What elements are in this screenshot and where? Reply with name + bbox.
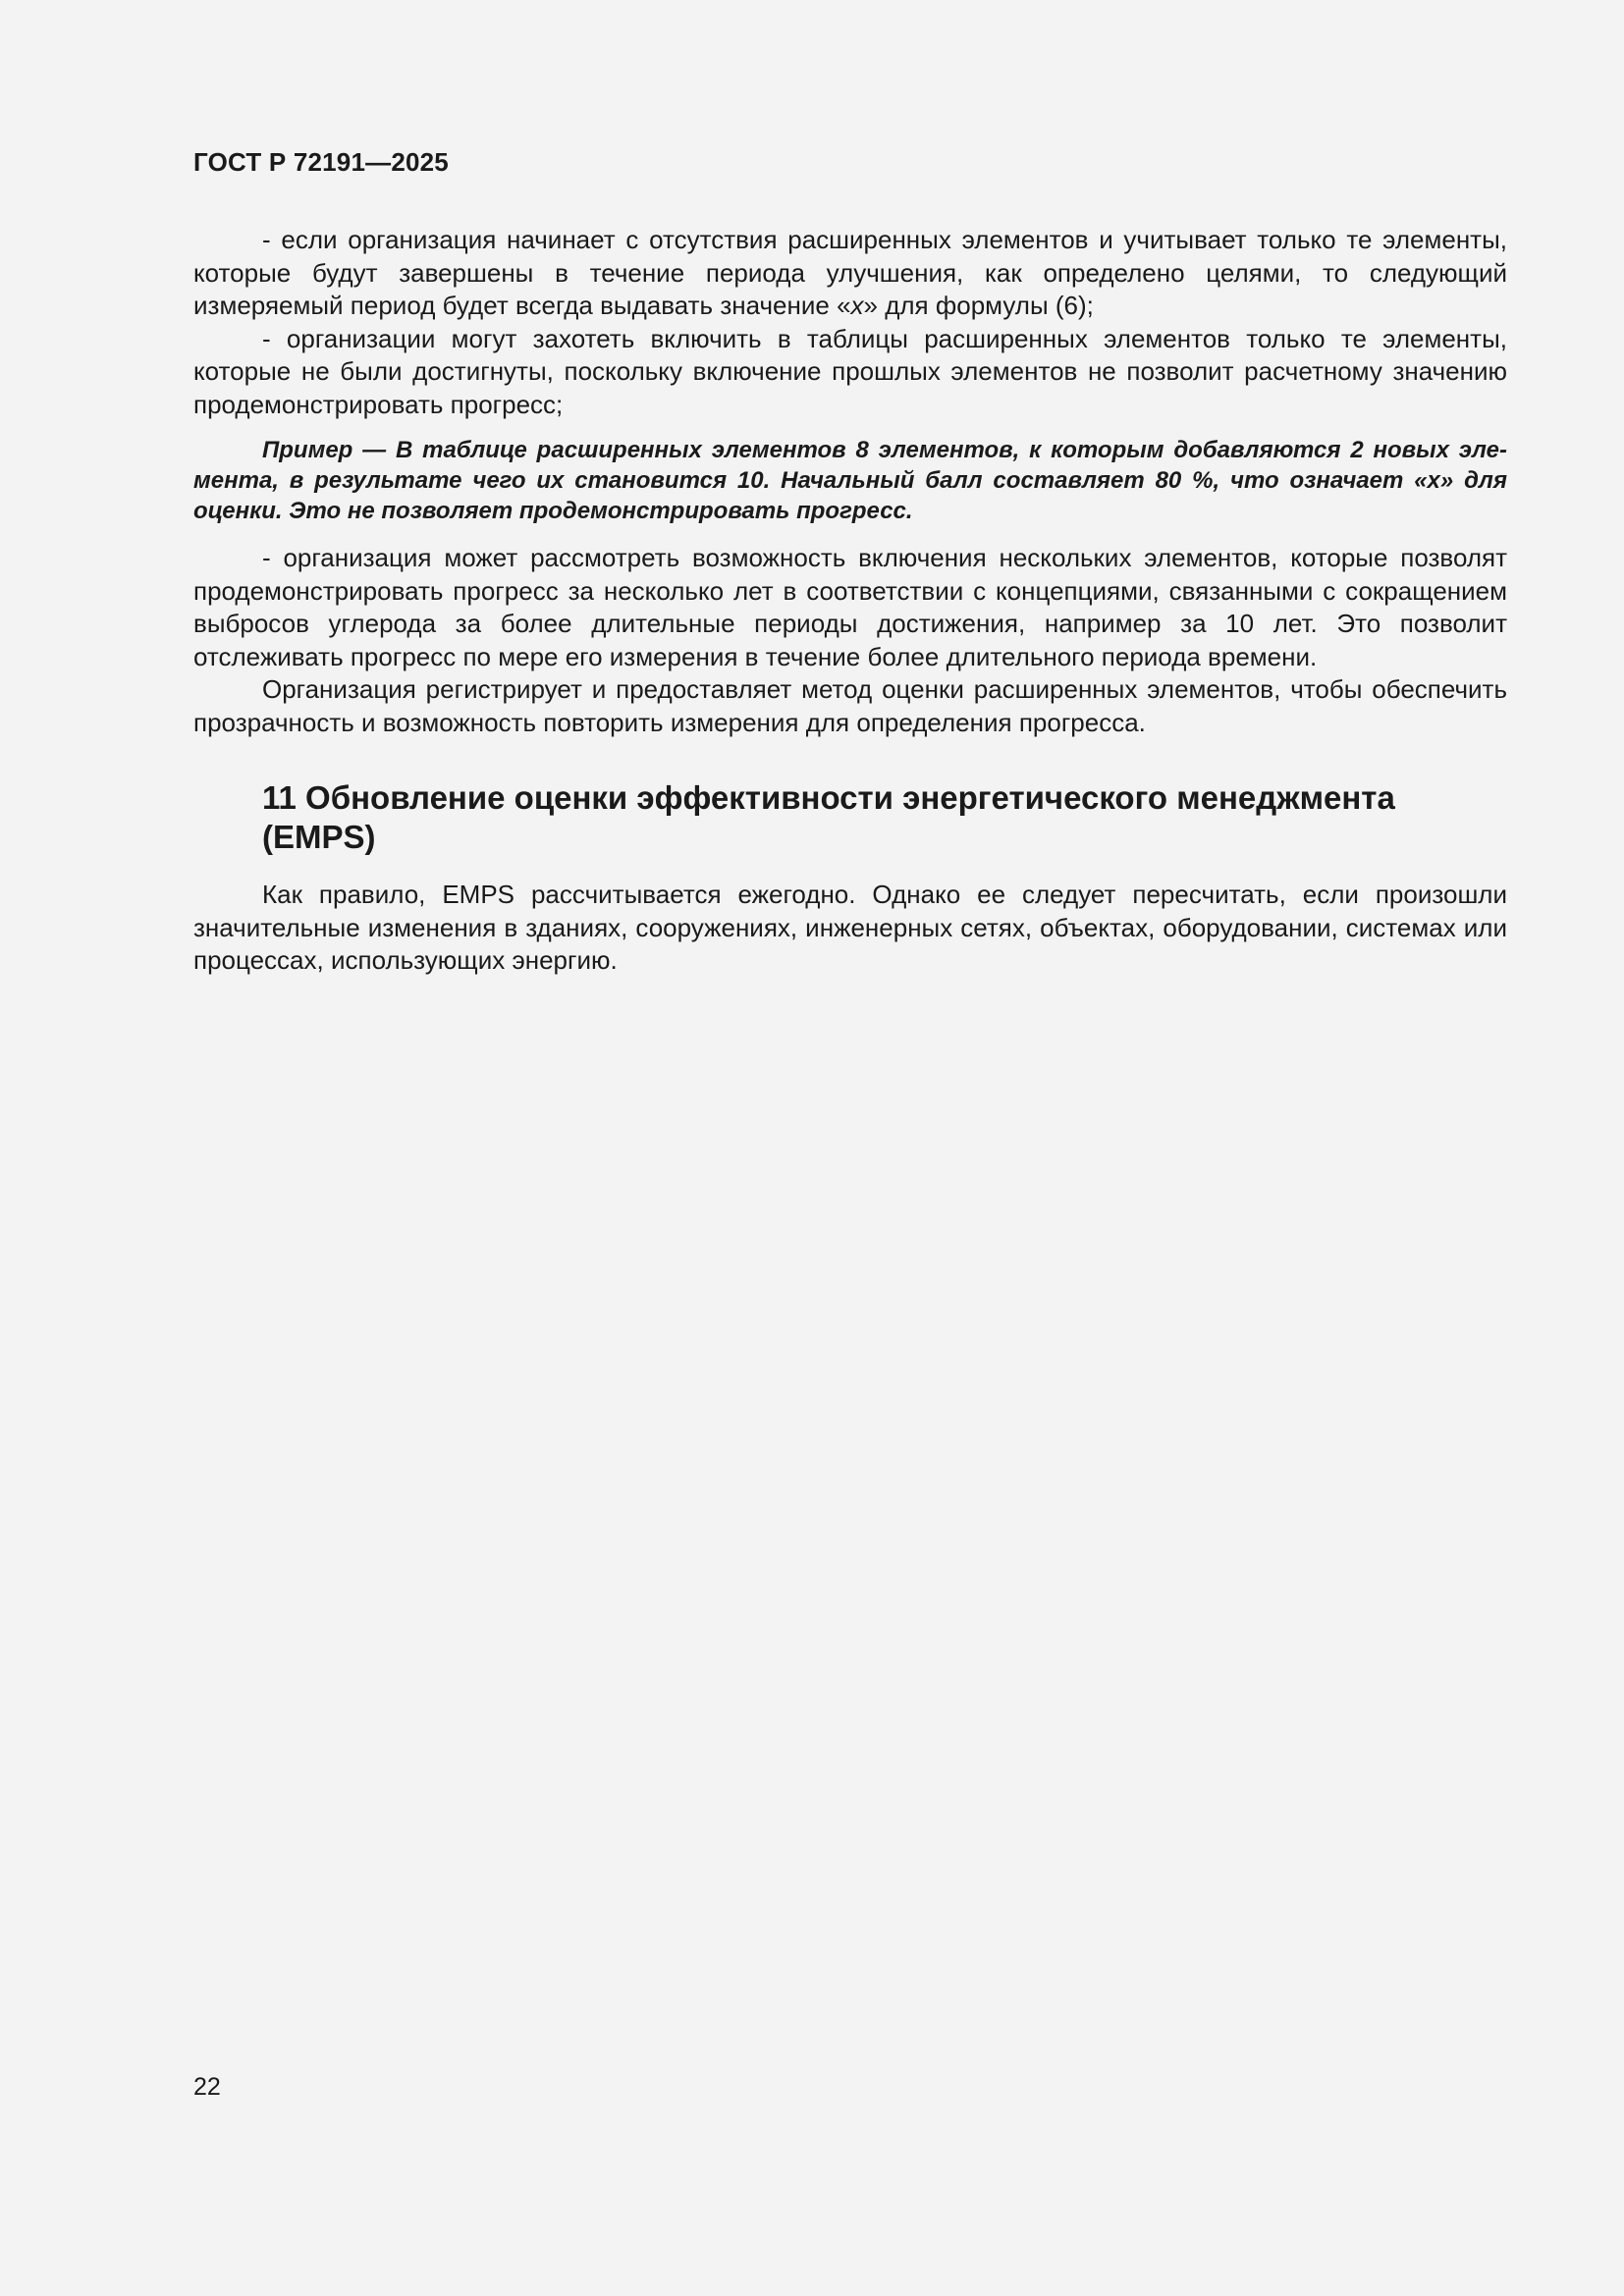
paragraph-text-part-2: » для формулы (6); [863,291,1094,320]
paragraph-text-part-1: - если организация начинает с отсутствия расширенных элементов и учитывает только те элементы, которые будут завершены в течение периода улучшения, как определено целями, то следующий измеряемый период будет всегда выдавать значение « [193,225,1507,320]
section-11-heading: 11 Обновление оценки эффективности энергетического менеджмента (EMPS) [262,779,1395,855]
paragraph-emps-recalculation: Как правило, EMPS рассчитывается ежегодно. Однако ее следует пересчитать, если произошли значительные изменения в зданиях, сооружениях, инженерных сетях, объектах, оборудовании, системах или процессах, использующих энергию. [193,880,1507,975]
page-number: 22 [193,2073,221,2101]
document-code-header: ГОСТ Р 72191—2025 [193,147,449,177]
variable-x: x [850,291,864,320]
paragraph-unachieved-elements: - организации могут захотеть включить в таблицы расширенных элементов только те элементы, которые не были достигнуты, поскольку включение прошлых элементов не позволит расчетному значению продемонстрировать прогресс; [193,323,1507,419]
paragraph-multiyear-elements: - организация может рассмотреть возможность включения нескольких элементов, которые позволят продемонстрировать прогресс за несколько лет в соответствии с концепциями, связанными с сокращением выбросов углерода за более длительные периоды достижения, например за 10 лет. Это позволит отслеживать прогресс по мере его измерения в течение более длительного периода времени. [193,543,1507,671]
page-content [193,224,1507,978]
example-note: Пример — В таблице расширенных элементов 8 элементов, к которым добавляются 2 новых элемента, в результате чего их становится 10. Начальный балл составляет 80 %, что означает «х» для оценки. Это не позволяет продемонстрировать прогресс. [193,437,1507,524]
paragraph-no-extended-elements [193,224,1507,323]
paragraph-registration-method: Организация регистрирует и предоставляет метод оценки расширенных элементов, чтобы обеспечить прозрачность и возможность повторить измерения для определения прогресса. [193,674,1507,737]
